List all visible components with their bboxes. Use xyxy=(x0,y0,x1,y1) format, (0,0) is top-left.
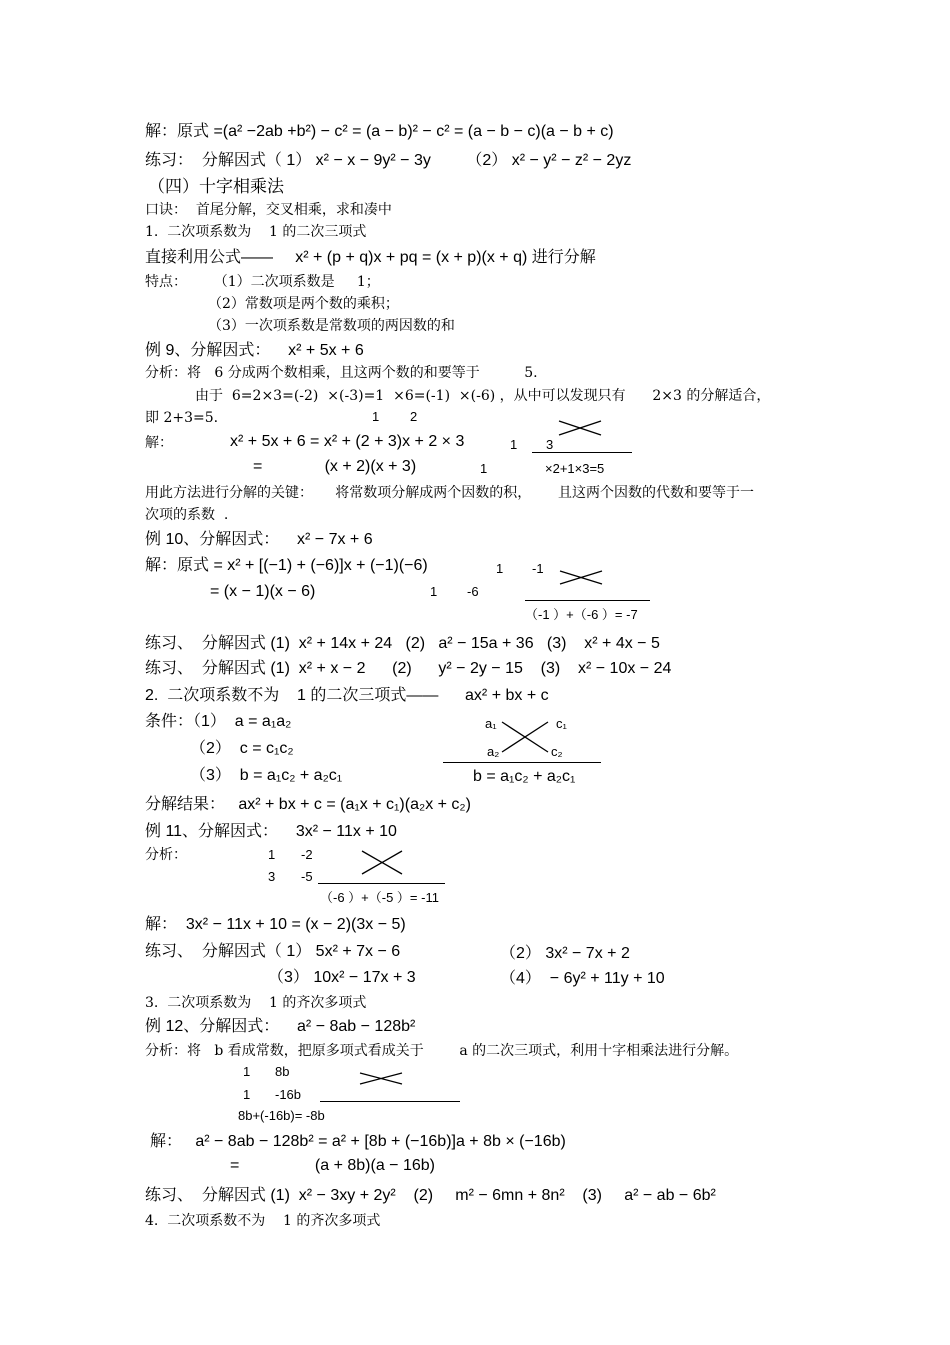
cross9-top-left: 1 xyxy=(372,409,380,424)
cross10-result: （-1 ）+（-6 ）= -7 xyxy=(525,607,638,622)
section-heading: （四）十字相乘法 xyxy=(148,177,284,197)
example-12-solution-step-1: 解： a² − 8ab − 128b² = a² + [8b + (−16b)]a + 8b × (−16b) xyxy=(150,1133,566,1150)
subsection-heading-2: 2. 二次项系数不为 1 的二次三项式—— ax² + bx + c xyxy=(145,687,549,704)
example-9-analysis: 分析：将 6 分成两个数相乘，且这两个数的和要等于 5. xyxy=(145,365,538,381)
feature-line-3: （3）一次项系数是常数项的两因数的和 xyxy=(208,318,455,334)
cross12-top-left: 1 xyxy=(243,1064,251,1079)
subsection-heading-1: 1. 二次项系数为 1 的二次三项式 xyxy=(145,224,367,240)
cross10-bottom-left: 1 xyxy=(430,584,438,599)
cross11-bottom-left: 3 xyxy=(268,869,276,884)
subsection-heading-3: 3. 二次项系数为 1 的齐次多项式 xyxy=(145,995,367,1011)
cross-general-bottom-right: c₂ xyxy=(551,744,563,759)
cross-general-diagram xyxy=(500,720,550,756)
example-12-analysis: 分析：将 b 看成常数，把原多项式看成关于 a 的二次三项式，利用十字相乘法进行分解。 xyxy=(145,1043,739,1059)
example-11-solution: 解： 3x² − 11x + 10 = (x − 2)(3x − 5) xyxy=(145,916,406,933)
exercise-line-3: 练习、 分解因式 (1) x² + x − 2 (2) y² − 2y − 15 (3) x² − 10x − 24 xyxy=(145,660,672,677)
cross9-divider xyxy=(532,452,632,453)
example-9-solution-step-2: = (x + 2)(x + 3) xyxy=(253,458,417,475)
cross12-result: 8b+(-16b)= -8b xyxy=(238,1108,325,1123)
feature-line-1: 特点： （1）二次项系数是 1； xyxy=(145,274,380,290)
example-9-solution-label: 解： xyxy=(145,435,173,451)
example-9-reasoning: 由于 6=2×3=(-2) ×(-3)=1 ×6=(-1) ×(-6) ，从中可以发现只有 2×3 的分解适合， xyxy=(195,388,771,404)
factorization-result: 分解结果： ax² + bx + c = (a₁x + c₁)(a₂x + c₂) xyxy=(145,796,471,813)
cross-general-top-left: a₁ xyxy=(485,716,497,731)
example-12-solution-step-2: = (a + 8b)(a − 16b) xyxy=(230,1157,435,1174)
cross11-top-left: 1 xyxy=(268,847,276,862)
example-11-analysis-label: 分析： xyxy=(145,847,187,863)
condition-line-1: 条件：（1） a = a₁a₂ xyxy=(145,713,292,730)
cross10-top-right: -1 xyxy=(532,561,544,576)
mnemonic-line: 口诀： 首尾分解，交叉相乘，求和凑中 xyxy=(145,202,392,218)
cross-general-result: b = a₁c₂ + a₂c₁ xyxy=(473,768,576,785)
example-9-title: 例 9、分解因式： x² + 5x + 6 xyxy=(145,342,364,359)
exercise-line-4c: （3） 10x² − 17x + 3 xyxy=(268,969,416,986)
exercise-line-2: 练习、 分解因式 (1) x² + 14x + 24 (2) a² − 15a + 36 (3) x² + 4x − 5 xyxy=(145,635,660,652)
key-point-line-2: 次项的系数 . xyxy=(145,507,229,523)
cross11-bottom-right: -5 xyxy=(301,869,313,884)
cross10-top-left: 1 xyxy=(496,561,504,576)
exercise-line-4d: （4） − 6y² + 11y + 10 xyxy=(500,970,665,987)
cross11-result: （-6 ）+（-5 ）= -11 xyxy=(320,890,439,905)
cross9-diagram xyxy=(557,419,603,439)
example-10-solution-step-1: 解：原式 = x² + [(−1) + (−6)]x + (−1)(−6) xyxy=(145,557,428,574)
subsection-heading-4: 4. 二次项系数不为 1 的齐次多项式 xyxy=(145,1213,381,1229)
key-point-line-1: 用此方法进行分解的关键： 将常数项分解成两个因数的积， 且这两个因数的代数和要等于一 xyxy=(145,485,754,501)
cross9-result: ×2+1×3=5 xyxy=(545,461,605,476)
cross9-bottom-left: 1 xyxy=(510,437,518,452)
condition-line-3: （3） b = a₁c₂ + a₂c₁ xyxy=(190,767,343,784)
cross11-diagram xyxy=(360,849,404,877)
example-9-solution-step-1: x² + 5x + 6 = x² + (2 + 3)x + 2 × 3 xyxy=(230,433,465,450)
cross-general-divider xyxy=(443,762,601,763)
cross12-top-right: 8b xyxy=(275,1064,290,1079)
cross11-top-right: -2 xyxy=(301,847,313,862)
cross9-factor: 1 xyxy=(480,461,488,476)
exercise-line-4b: （2） 3x² − 7x + 2 xyxy=(500,945,630,962)
cross12-bottom-left: 1 xyxy=(243,1087,251,1102)
exercise-line-5: 练习、 分解因式 (1) x² − 3xy + 2y² (2) m² − 6mn + 8n² (3) a² − ab − 6b² xyxy=(145,1187,716,1204)
cross12-bottom-right: -16b xyxy=(275,1087,302,1102)
example-10-solution-step-2: = (x − 1)(x − 6) xyxy=(210,583,316,600)
cross10-bottom-right: -6 xyxy=(467,584,479,599)
cross12-divider xyxy=(320,1101,460,1102)
solution-line-1: 解：原式 =(a² −2ab +b²) − c² = (a − b)² − c² = (a − b − c)(a − b + c) xyxy=(145,123,614,140)
cross10-divider xyxy=(525,600,650,601)
example-9-conclusion: 即 2+3=5. xyxy=(145,410,219,426)
exercise-line-1: 练习： 分解因式（ 1） x² − x − 9y² − 3y （2） x² − y² − z² − 2yz xyxy=(145,152,632,169)
example-12-title: 例 12、分解因式： a² − 8ab − 128b² xyxy=(145,1018,416,1035)
exercise-line-4a: 练习、 分解因式（ 1） 5x² + 7x − 6 xyxy=(145,943,401,960)
formula-line: 直接利用公式—— x² + (p + q)x + pq = (x + p)(x + q) 进行分解 xyxy=(145,249,596,266)
feature-line-2: （2）常数项是两个数的乘积； xyxy=(208,296,399,312)
cross10-diagram xyxy=(558,569,604,587)
cross-general-bottom-left: a₂ xyxy=(487,744,500,759)
cross12-diagram xyxy=(358,1071,404,1087)
cross-general-top-right: c₁ xyxy=(556,716,567,731)
cross9-bottom-right: 3 xyxy=(546,437,554,452)
example-10-title: 例 10、分解因式： x² − 7x + 6 xyxy=(145,531,373,548)
cross11-divider xyxy=(318,883,445,884)
example-11-title: 例 11、分解因式： 3x² − 11x + 10 xyxy=(145,823,397,840)
condition-line-2: （2） c = c₁c₂ xyxy=(190,740,294,757)
cross9-top-right: 2 xyxy=(410,409,418,424)
